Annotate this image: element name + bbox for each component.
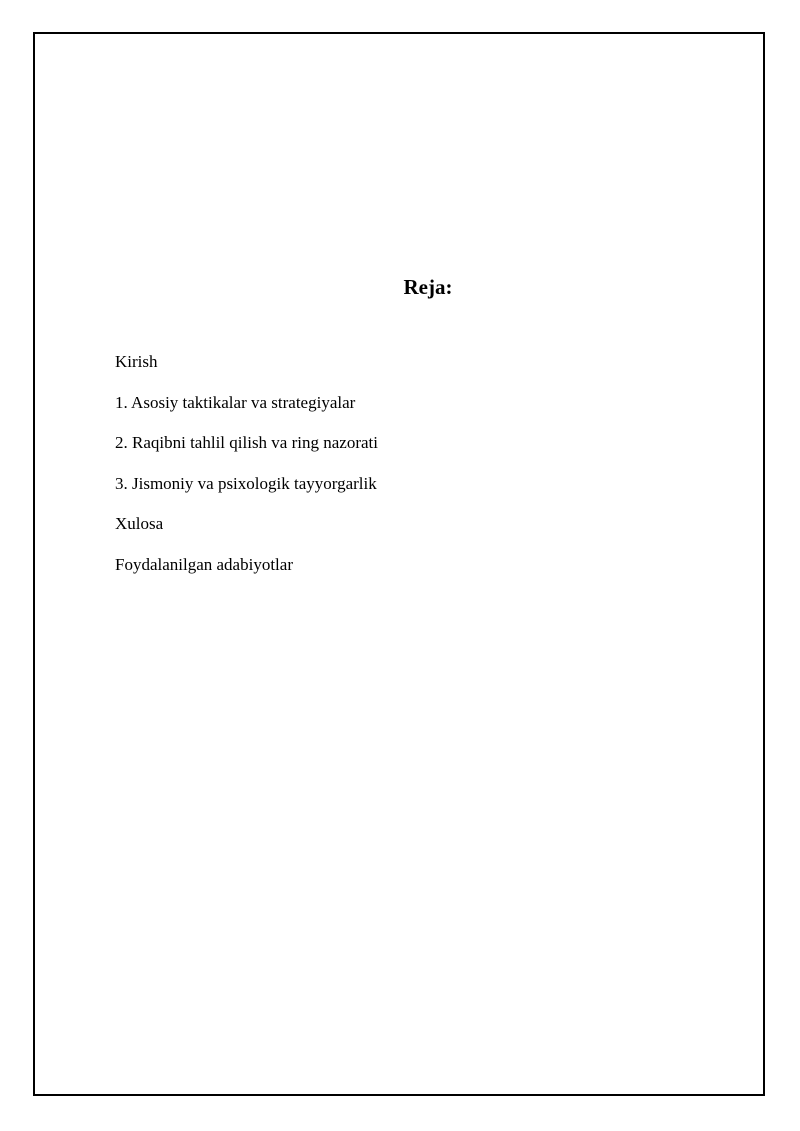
plan-item-conclusion: Xulosa [115, 514, 164, 533]
plan-item-introduction: Kirish [115, 352, 158, 371]
plan-item-1: 1. Asosiy taktikalar va strategiyalar [115, 392, 356, 412]
plan-title: Reja: [403, 275, 453, 299]
plan-item-references: Foydalanilgan adabiyotlar [115, 554, 293, 574]
plan-list [115, 352, 378, 595]
plan-item-3: 3. Jismoniy va psixologik tayyorgarlik [115, 473, 377, 493]
plan-item-2: 2. Raqibni tahlil qilish va ring nazorati [115, 433, 378, 452]
